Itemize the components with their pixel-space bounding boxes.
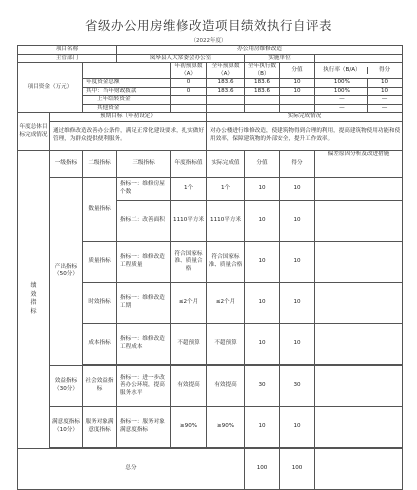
unit-label: 实施单位 — [245, 54, 315, 63]
funds-row-a — [171, 96, 207, 105]
project-value: 办公用房维修改造 — [117, 46, 403, 55]
satisfaction-label: 满意度指标（10分） — [50, 406, 83, 447]
row-project — [18, 46, 403, 55]
indicator-deviation — [315, 282, 403, 323]
ind-header-score: 分值 — [245, 150, 280, 177]
indicator-score: 10 — [245, 177, 280, 200]
funds-header-b: 全年预算数（A） — [207, 63, 245, 79]
funds-row-c — [245, 96, 280, 105]
funds-row-rate-got — [315, 87, 403, 96]
dept-value: 岚皋县人大常委会办公室 — [117, 54, 245, 63]
satisfaction-sub-label: 服务对象满意度指标 — [83, 406, 117, 447]
funds-row-name: 上年结转资金 — [83, 96, 171, 105]
funds-row-score: 10 — [280, 79, 315, 88]
indicator-deviation — [315, 365, 403, 406]
ind-header-level1: 一级指标 — [50, 150, 83, 177]
indicator-actual: 1个 — [207, 177, 245, 200]
indicator-got: 10 — [280, 406, 315, 447]
indicator-target: ≤2个月 — [171, 282, 207, 323]
funds-row-rate-got — [315, 104, 403, 113]
ind-header-level3: 三级指标 — [117, 150, 171, 177]
funds-row-name: 其他资金 — [83, 104, 171, 113]
row-total — [18, 448, 403, 489]
indicator-actual: ≤2个月 — [207, 282, 245, 323]
indicator-deviation — [315, 323, 403, 364]
funds-row-a: 0 — [171, 79, 207, 88]
row-funds-header — [18, 63, 403, 79]
indicator-name: 指标二：改善面积 — [117, 200, 171, 241]
indicator-row — [18, 177, 403, 200]
goal-plan-header: 预期目标（年初设定） — [50, 113, 207, 122]
goal-actual-header: 实际完成情况 — [207, 113, 403, 122]
funds-header-a: 年初预算数（A） — [171, 63, 207, 79]
funds-row-c: 183.6 — [245, 79, 280, 88]
funds-header-rate: 执行率（B/A） — [323, 66, 361, 73]
indicator-got: 10 — [280, 200, 315, 241]
indicators-section-label — [18, 150, 50, 448]
funds-row-rate: 100% — [333, 87, 350, 94]
funds-header-score: 分值 — [280, 63, 315, 79]
funds-row-c — [245, 104, 280, 113]
total-got: 100 — [280, 448, 315, 489]
evaluation-table — [17, 45, 403, 490]
unit-value — [315, 54, 403, 63]
funds-row-rate-got — [315, 79, 403, 88]
total-label: 总分 — [18, 448, 245, 489]
time-label: 时效指标 — [83, 282, 117, 323]
funds-header-got: 得分 — [367, 67, 400, 75]
funds-header-c: 全年执行数（B） — [245, 63, 280, 79]
funds-row-got: — — [367, 96, 400, 104]
funds-row-b — [207, 96, 245, 105]
funds-row-rate-got — [315, 96, 403, 105]
indicator-deviation — [315, 406, 403, 447]
funds-row-name: 年度资金总额 — [83, 79, 171, 88]
funds-header-blank — [83, 63, 171, 79]
output-label: 产出指标（50分） — [50, 177, 83, 365]
row-indicator-header — [18, 150, 403, 177]
indicator-name: 指标一：维修改造工程成本 — [117, 323, 171, 364]
benefit-label: 效益指标（30分） — [50, 365, 83, 406]
indicator-got: 10 — [280, 282, 315, 323]
ind-header-deviation: 偏差原因分析及改进措施 — [315, 150, 403, 177]
funds-row-score — [280, 96, 315, 105]
goal-actual-text: 对办公楼进行维修改造，使建筑物得到合理的利用，提高建筑物使用功能和使用效率，保障建筑物的外部安全，提升工作效率。 — [207, 121, 403, 150]
indicator-score: 10 — [245, 282, 280, 323]
indicator-name: 指标一：维修房屋个数 — [117, 177, 171, 200]
funds-row-c: 183.6 — [245, 87, 280, 96]
indicator-name: 指标一：服务对象满意度指标 — [117, 406, 171, 447]
indicator-row — [18, 406, 403, 447]
funds-row-a — [171, 104, 207, 113]
funds-row-got: 10 — [367, 79, 400, 87]
indicator-actual: 1110平方米 — [207, 200, 245, 241]
quantity-label: 数量指标 — [83, 177, 117, 241]
indicator-score: 30 — [245, 365, 280, 406]
project-label: 项目名称 — [18, 46, 117, 55]
indicator-score: 10 — [245, 241, 280, 282]
indicator-actual: 不超预算 — [207, 323, 245, 364]
total-score: 100 — [245, 448, 280, 489]
ind-header-level2: 二级指标 — [83, 150, 117, 177]
goal-label: 年度总体目标完成情况 — [18, 113, 50, 151]
indicator-name: 指标一：维修改造工期 — [117, 282, 171, 323]
quality-label: 质量指标 — [83, 241, 117, 282]
cost-label: 成本指标 — [83, 323, 117, 364]
indicator-score: 10 — [245, 200, 280, 241]
goal-plan-text: 通过维修改造改善办公条件，满足正常化建设要求，扎实做好管理，为群众提供便利服务。 — [50, 121, 207, 150]
funds-label: 项目资金（万元） — [18, 63, 83, 113]
funds-row-rate: — — [339, 104, 345, 111]
funds-header-rate-got — [315, 63, 403, 79]
funds-row-a: 0 — [171, 87, 207, 96]
indicator-deviation — [315, 200, 403, 241]
row-dept — [18, 54, 403, 63]
indicator-got: 10 — [280, 323, 315, 364]
funds-row-score — [280, 104, 315, 113]
indicator-score: 10 — [245, 406, 280, 447]
ind-header-target: 年度指标值 — [171, 150, 207, 177]
social-label: 社会效益指标 — [83, 365, 117, 406]
funds-row-name: 其中：当年财政拨款 — [83, 87, 171, 96]
indicator-actual: ≥90% — [207, 406, 245, 447]
indicator-deviation — [315, 241, 403, 282]
funds-row-b: 183.6 — [207, 87, 245, 96]
page-subtitle: （2022年度） — [190, 38, 227, 44]
funds-row-b — [207, 104, 245, 113]
funds-row-score: 10 — [280, 87, 315, 96]
indicator-got: 10 — [280, 177, 315, 200]
indicators-section-text: 绩效指标 — [30, 282, 37, 316]
ind-header-actual: 实际完成值 — [207, 150, 245, 177]
indicator-target: 符合国家标准、质量合格 — [171, 241, 207, 282]
indicator-score: 10 — [245, 323, 280, 364]
indicator-deviation — [315, 177, 403, 200]
funds-row-b: 183.6 — [207, 79, 245, 88]
indicator-target: ≥90% — [171, 406, 207, 447]
row-goal-header — [18, 113, 403, 122]
ind-header-got: 得分 — [280, 150, 315, 177]
indicator-actual: 有效提高 — [207, 365, 245, 406]
funds-row-rate: — — [339, 96, 345, 103]
indicator-target: 有效提高 — [171, 365, 207, 406]
indicator-name: 指标一：维修改造工程质量 — [117, 241, 171, 282]
funds-row-got: — — [367, 105, 400, 113]
indicator-name: 指标一：进一步改善办公环境，提高服务水平 — [117, 365, 171, 406]
funds-row-got: 10 — [367, 88, 400, 96]
indicator-actual: 符合国家标准、质量合格 — [207, 241, 245, 282]
funds-row-rate: 100% — [333, 79, 350, 86]
row-goal-content — [18, 121, 403, 150]
indicator-got: 10 — [280, 241, 315, 282]
indicator-got: 30 — [280, 365, 315, 406]
page-title: 省级办公用房维修改造项目绩效执行自评表 — [84, 18, 332, 33]
indicator-target: 不超预算 — [171, 323, 207, 364]
dept-label: 主管部门 — [18, 54, 117, 63]
indicator-target: 1个 — [171, 177, 207, 200]
indicator-target: 1110平方米 — [171, 200, 207, 241]
indicator-row — [18, 365, 403, 406]
total-deviation — [315, 448, 403, 489]
